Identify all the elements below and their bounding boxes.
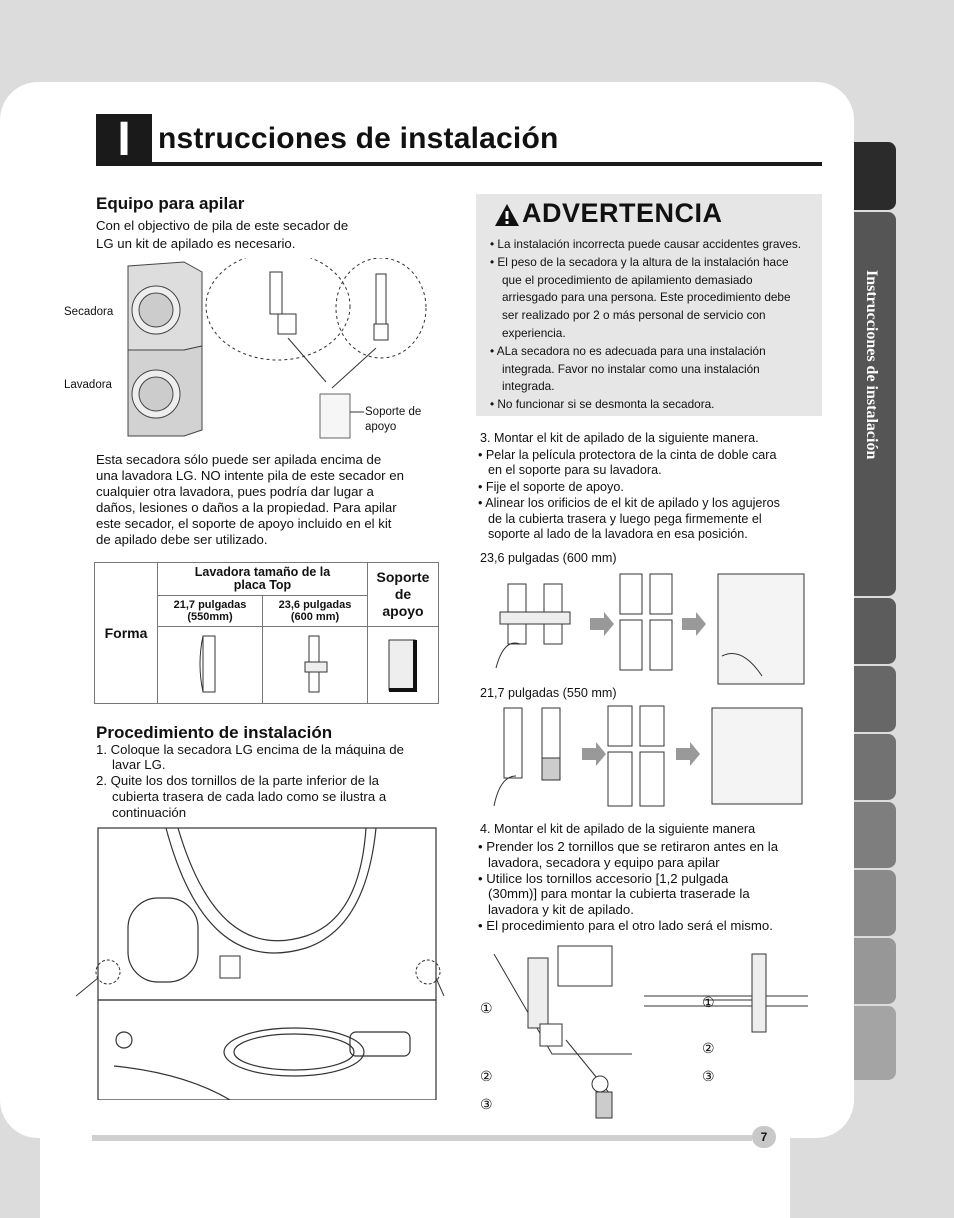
table-bracket-550	[158, 627, 263, 704]
warning-title: ADVERTENCIA	[522, 198, 723, 228]
step3-b1-2: en el soporte para su lavadora.	[488, 463, 662, 477]
title-underline	[152, 162, 822, 166]
side-tab-7[interactable]	[854, 870, 896, 936]
step4-b1-1: • Prender los 2 tornillos que se retiraron antes en la	[478, 839, 779, 854]
warning-list	[486, 236, 816, 414]
equipo-para-6: de apilado debe ser utilizado.	[96, 532, 268, 547]
side-tab-label: Instrucciones de instalación	[863, 270, 880, 460]
label-lavadora: Lavadora	[64, 379, 112, 391]
kit-table	[94, 562, 439, 704]
step4-heading: 4. Montar el kit de apilado de la siguiente manera	[480, 822, 756, 836]
equipo-intro-1: Con el objectivo de pila de este secador de	[96, 218, 349, 233]
warning-item-2-l5: experiencia.	[502, 325, 566, 340]
warning-item-2-l4: ser realizado por 2 o más personal de servicio con	[502, 308, 766, 323]
procedimiento-heading: Procedimiento de instalación	[96, 723, 333, 742]
step4-b2-2: (30mm)] para montar la cubierta traserade la	[488, 886, 750, 901]
callout-2-right: ②	[702, 1040, 715, 1056]
equipo-intro-2: LG un kit de apilado es necesario.	[96, 236, 296, 251]
table-size-2	[263, 596, 368, 627]
step3-b3-2: de la cubierta trasera y luego pega firmemente el	[488, 512, 762, 526]
step3-heading: 3. Montar el kit de apilado de la siguiente manera.	[480, 431, 759, 445]
side-tab-8[interactable]	[854, 938, 896, 1004]
table-soporte-2: de	[394, 586, 412, 602]
side-tab-3[interactable]	[854, 598, 896, 664]
table-placa-2: placa Top	[233, 578, 292, 592]
warning-item-2	[486, 254, 816, 343]
warning-item-3-l1: • ALa secadora no es adecuada para una instalación	[490, 343, 766, 358]
step3-b1-1: • Pelar la película protectora de la cinta de doble cara	[478, 448, 777, 462]
step3-b2: • Fije el soporte de apoyo.	[478, 480, 624, 494]
side-tab-9[interactable]	[854, 1006, 896, 1080]
proc-step1-1: 1. Coloque la secadora LG encima de la máquina de	[96, 742, 404, 757]
side-tab-5[interactable]	[854, 734, 896, 800]
callout-1-left: ①	[480, 1000, 493, 1016]
label-550mm: 21,7 pulgadas (550 mm)	[480, 686, 617, 700]
table-size1-l2: (550mm)	[187, 611, 233, 623]
warning-item-3-l3: integrada.	[502, 379, 555, 394]
callout-3-left: ③	[480, 1096, 493, 1112]
warning-item-3-l2: integrada. Favor no instalar como una instalación	[502, 361, 760, 376]
bracket-600-steps	[486, 568, 806, 690]
bracket-550-steps	[486, 702, 806, 814]
table-size2-l1: 23,6 pulgadas	[278, 599, 352, 611]
warning-item-2-l2: que el procedimiento de apilamiento demasiado	[502, 272, 753, 287]
warning-item-3	[486, 343, 816, 396]
screw-mount-illustration	[478, 944, 808, 1120]
page-title: nstrucciones de instalación	[158, 122, 559, 155]
label-secadora: Secadora	[64, 306, 114, 318]
warning-item-2-l3: arriesgado para una persona. Este procedimiento debe	[502, 290, 791, 305]
equipo-para-2: una lavadora LG. NO intente pila de este secador en	[96, 468, 404, 483]
label-soporte-2: apoyo	[365, 421, 397, 433]
table-size2-l2: (600 mm)	[290, 611, 340, 623]
table-soporte-3: apoyo	[382, 603, 424, 619]
table-bracket-600	[263, 627, 368, 704]
table-soporte-header	[368, 563, 439, 627]
table-placa-1: Lavadora tamaño de la	[194, 565, 331, 579]
callout-3-right: ③	[702, 1068, 715, 1084]
step4-b1-2: lavadora, secadora y equipo para apilar	[488, 855, 720, 870]
table-placa-header	[158, 563, 368, 596]
table-soporte-1: Soporte	[376, 569, 430, 585]
side-tab-4[interactable]	[854, 666, 896, 732]
warning-item-1	[486, 236, 816, 254]
table-size1-l1: 21,7 pulgadas	[173, 599, 247, 611]
label-600mm: 23,6 pulgadas (600 mm)	[480, 551, 617, 565]
equipo-para-3: cualquier otra lavadora, pues podría dar lugar a	[96, 484, 374, 499]
proc-step2-1: 2. Quite los dos tornillos de la parte inferior de la	[96, 773, 379, 788]
table-support-block	[368, 627, 439, 704]
warning-triangle-icon	[494, 203, 520, 227]
proc-step1-2: lavar LG.	[112, 757, 166, 772]
warning-item-4-l1: • No funcionar si se desmonta la secadora.	[490, 397, 715, 412]
step4-b2-1: • Utilice los tornillos accesorio [1,2 pulgada	[478, 871, 729, 886]
rear-view-illustration	[74, 826, 446, 1100]
step4-b3: • El procedimiento para el otro lado será el mismo.	[478, 918, 773, 933]
page-number: 7	[752, 1126, 776, 1148]
equipo-para-1: Esta secadora sólo puede ser apilada encima de	[96, 452, 382, 467]
step4-b2-3: lavadora y kit de apilado.	[488, 902, 634, 917]
side-tab-1[interactable]	[854, 142, 896, 210]
warning-item-4	[486, 396, 816, 414]
page-bottom-strip	[40, 1138, 790, 1218]
label-soporte-1: Soporte de	[365, 406, 422, 418]
footer-rule	[92, 1135, 752, 1141]
equipo-heading: Equipo para apilar	[96, 194, 245, 213]
side-tab-6[interactable]	[854, 802, 896, 868]
stacked-units-illustration	[118, 258, 438, 444]
callout-1-right: ①	[702, 994, 715, 1010]
warning-item-2-l1: • El peso de la secadora y la altura de la instalación hace	[490, 254, 789, 269]
warning-item-1-l1: • La instalación incorrecta puede causar accidentes graves.	[490, 237, 802, 251]
table-size-1	[158, 596, 263, 627]
equipo-para-5: este secador, el soporte de apoyo incluido en el kit	[96, 516, 392, 531]
step3-b3-3: soporte al lado de la lavadora en esa posición.	[488, 527, 748, 541]
title-initial: I	[96, 114, 152, 166]
proc-step2-2: cubierta trasera de cada lado como se ilustra a	[112, 789, 387, 804]
proc-step2-3: continuación	[112, 805, 187, 820]
callout-2-left: ②	[480, 1068, 493, 1084]
table-forma: Forma	[95, 563, 158, 704]
step3-b3-1: • Alinear los orificios de el kit de apilado y los agujeros	[478, 496, 780, 510]
equipo-para-4: daños, lesiones o daños a la propiedad. Para apilar	[96, 500, 397, 515]
